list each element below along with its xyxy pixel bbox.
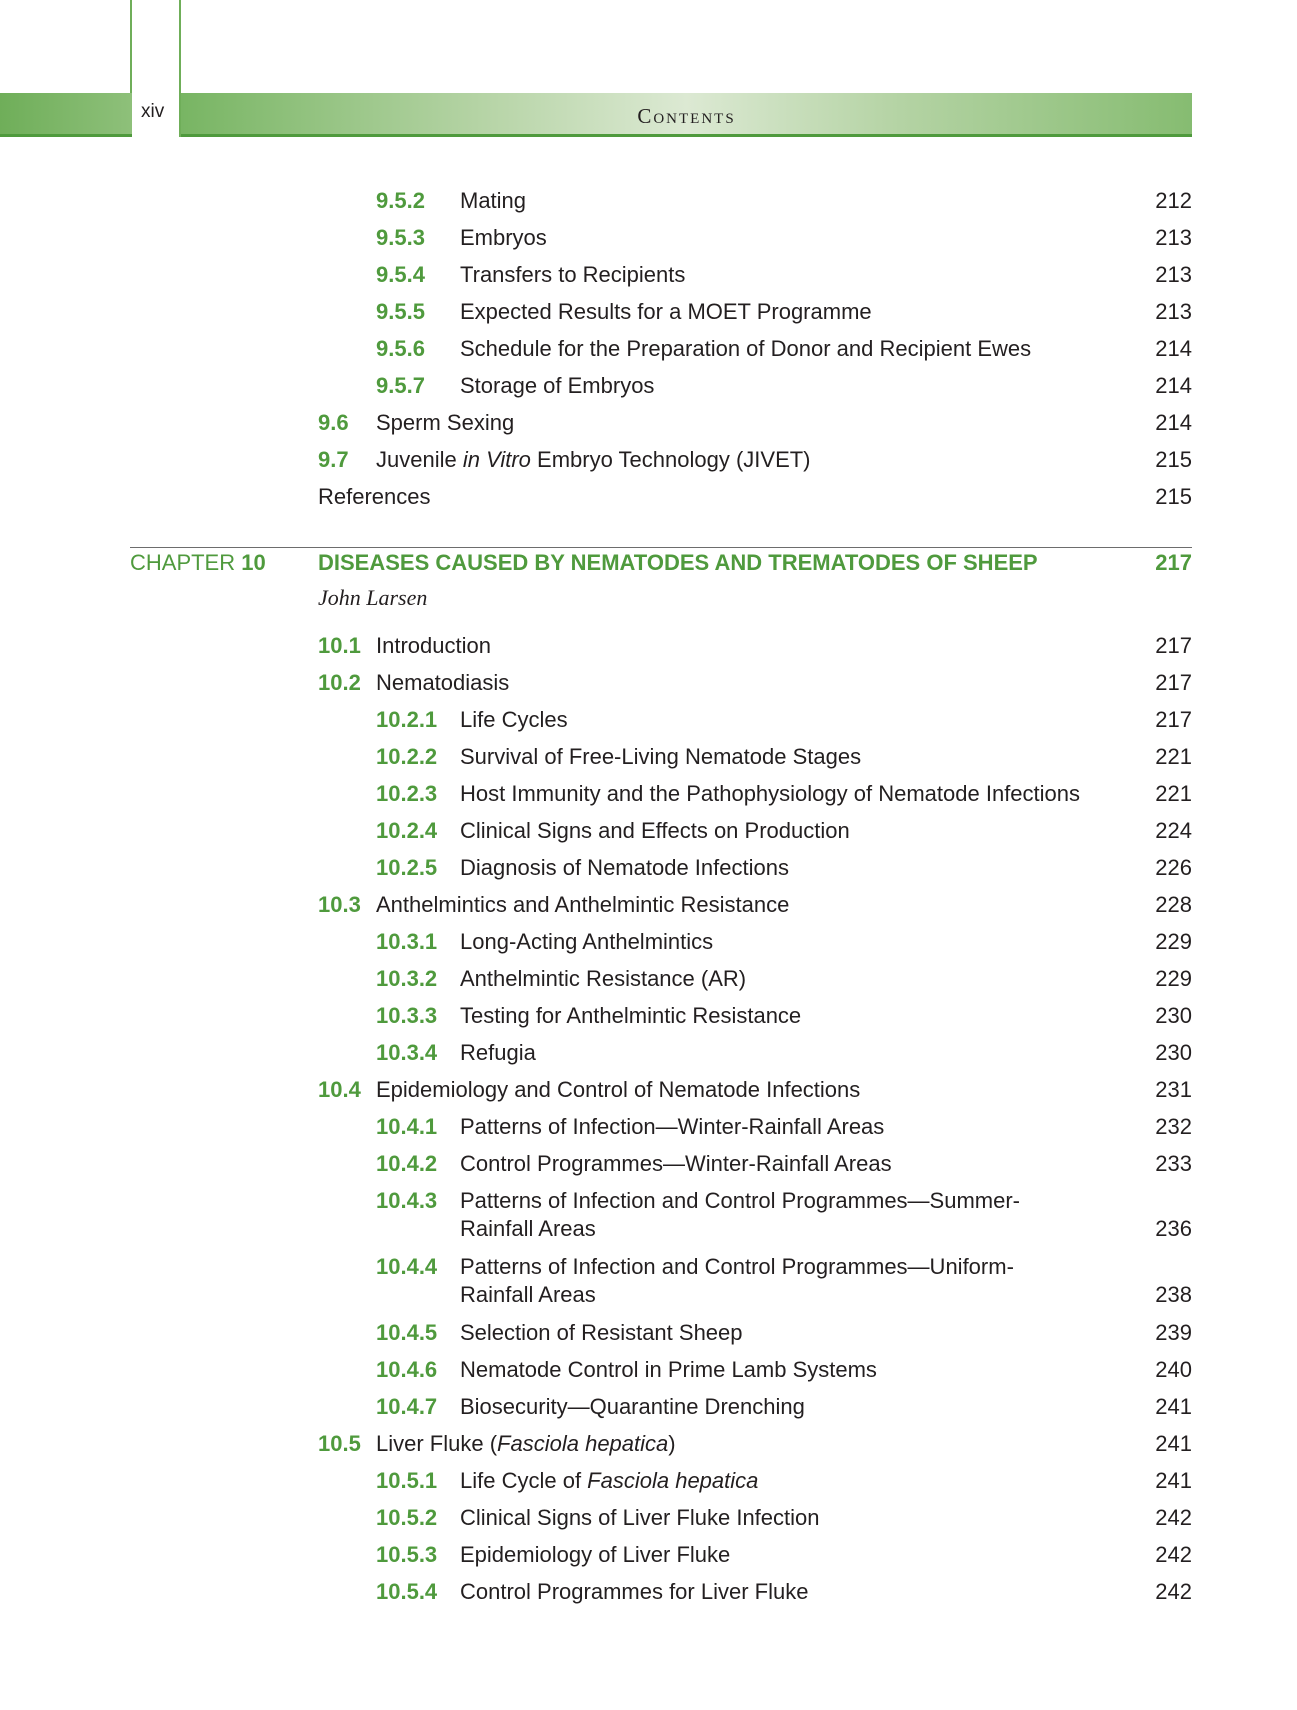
toc-entry-10-4-4	[376, 1253, 1192, 1309]
toc-entry-10-5-2	[376, 1504, 1192, 1532]
entry-page: 241	[1155, 1394, 1192, 1419]
entry-page: 213	[1155, 225, 1192, 250]
toc-entry-9-6	[318, 409, 1192, 437]
entry-number: 10.4.3	[376, 1188, 438, 1213]
entry-title: Control Programmes for Liver Fluke	[460, 1579, 809, 1604]
entry-number: 10.4.2	[376, 1151, 438, 1176]
chapter-page: 217	[1155, 550, 1192, 575]
entry-title: Liver Fluke (Fasciola hepatica)	[376, 1431, 676, 1456]
toc-entry-10-2	[318, 669, 1192, 697]
toc-entry-10-2-3	[376, 780, 1192, 808]
entry-page: 230	[1155, 1003, 1192, 1028]
entry-page: 231	[1155, 1077, 1192, 1102]
entry-page: 241	[1155, 1468, 1192, 1493]
entry-number: 10.4.5	[376, 1320, 438, 1345]
entry-page: 221	[1155, 744, 1192, 769]
entry-number: 10.4.4	[376, 1254, 438, 1279]
entry-number: 10.2.3	[376, 781, 438, 806]
entry-title: Sperm Sexing	[376, 410, 515, 435]
entry-title: Patterns of Infection and Control Programmes—Uniform- Rainfall Areas	[460, 1254, 1014, 1307]
entry-number: 9.7	[318, 447, 349, 472]
entry-title: Nematodiasis	[376, 670, 510, 695]
entry-page: 217	[1155, 633, 1192, 658]
entry-number: 10.2	[318, 670, 361, 695]
toc-entry-10-4-7	[376, 1393, 1192, 1421]
entry-number: 10.2.4	[376, 818, 438, 843]
entry-number: 10.3	[318, 892, 361, 917]
entry-number: 9.5.3	[376, 225, 425, 250]
entry-number: 10.5.1	[376, 1468, 438, 1493]
toc-entry-9-5-5	[376, 298, 1192, 326]
entry-number: 9.5.7	[376, 373, 425, 398]
toc-entry-10-5	[318, 1430, 1192, 1458]
toc-entry-10-3-3	[376, 1002, 1192, 1030]
entry-title: Mating	[460, 188, 527, 213]
entry-title: Clinical Signs and Effects on Production	[460, 818, 850, 843]
entry-number: 10.4	[318, 1077, 361, 1102]
entry-title: Anthelmintics and Anthelmintic Resistance	[376, 892, 790, 917]
entry-title: Selection of Resistant Sheep	[460, 1320, 743, 1345]
entry-title: Patterns of Infection—Winter-Rainfall Areas	[460, 1114, 885, 1139]
entry-page: 215	[1155, 447, 1192, 472]
entry-title: Nematode Control in Prime Lamb Systems	[460, 1357, 877, 1382]
entry-number: 10.5.4	[376, 1579, 438, 1604]
entry-title: Biosecurity—Quarantine Drenching	[460, 1394, 805, 1419]
toc-entry-10-2-4	[376, 817, 1192, 845]
entry-title: Schedule for the Preparation of Donor and Recipient Ewes	[460, 336, 1032, 361]
entry-page: 213	[1155, 299, 1192, 324]
entry-number: 10.5.3	[376, 1542, 438, 1567]
entry-page: 213	[1155, 262, 1192, 287]
entry-page: 241	[1155, 1431, 1192, 1456]
entry-number: 9.6	[318, 410, 349, 435]
entry-title: Epidemiology of Liver Fluke	[460, 1542, 731, 1567]
toc-entry-9-5-3	[376, 224, 1192, 252]
entry-number: 10.2.2	[376, 744, 438, 769]
entry-title: Transfers to Recipients	[460, 262, 686, 287]
entry-title: Storage of Embryos	[460, 373, 655, 398]
entry-number: 10.1	[318, 633, 361, 658]
entry-page: 224	[1155, 818, 1192, 843]
toc-entry-10-3-1	[376, 928, 1192, 956]
entry-page: 232	[1155, 1114, 1192, 1139]
entry-number: 10.2.5	[376, 855, 438, 880]
entry-number: 10.3.1	[376, 929, 438, 954]
entry-number: 10.3.3	[376, 1003, 438, 1028]
entry-page: 242	[1155, 1505, 1192, 1530]
chapter-label: CHAPTER 10	[130, 550, 266, 575]
toc-entry-10-5-3	[376, 1541, 1192, 1569]
toc-entry-10-4-1	[376, 1113, 1192, 1141]
entry-number: 10.3.4	[376, 1040, 438, 1065]
entry-title: Diagnosis of Nematode Infections	[460, 855, 789, 880]
entry-number: 10.4.7	[376, 1394, 438, 1419]
entry-title: Life Cycles	[460, 707, 568, 732]
toc-entry-10-1	[318, 632, 1192, 660]
toc-entry-10-5-1	[376, 1467, 1192, 1495]
entry-title: Patterns of Infection and Control Programmes—Summer- Rainfall Areas	[460, 1188, 1021, 1241]
entry-page: 238	[1155, 1282, 1192, 1307]
chapter-number: 10	[241, 550, 266, 575]
entry-page: 240	[1155, 1357, 1192, 1382]
chapter-author: John Larsen	[318, 585, 428, 610]
entry-page: 221	[1155, 781, 1192, 806]
toc-entry-10-4-5	[376, 1319, 1192, 1347]
entry-page: 214	[1155, 373, 1192, 398]
toc-entry-9-5-2	[376, 187, 1192, 215]
entry-page: 242	[1155, 1542, 1192, 1567]
entry-number: 10.4.1	[376, 1114, 438, 1139]
entry-title: References	[318, 484, 431, 509]
toc-entry-references	[318, 483, 1192, 511]
toc-entry-10-2-2	[376, 743, 1192, 771]
entry-page: 217	[1155, 670, 1192, 695]
chapter-title: DISEASES CAUSED BY NEMATODES AND TREMATODES OF SHEEP	[318, 550, 1038, 575]
entry-number: 9.5.4	[376, 262, 425, 287]
entry-page: 214	[1155, 336, 1192, 361]
entry-title: Testing for Anthelmintic Resistance	[460, 1003, 802, 1028]
entry-title: Survival of Free-Living Nematode Stages	[460, 744, 862, 769]
toc-entry-9-5-7	[376, 372, 1192, 400]
entry-number: 10.5	[318, 1431, 361, 1456]
entry-title: Control Programmes—Winter-Rainfall Areas	[460, 1151, 892, 1176]
toc-entry-10-4	[318, 1076, 1192, 1104]
toc-entry-10-4-2	[376, 1150, 1192, 1178]
entry-title: Epidemiology and Control of Nematode Infections	[376, 1077, 861, 1102]
entry-title: Clinical Signs of Liver Fluke Infection	[460, 1505, 820, 1530]
toc-entry-9-7	[318, 446, 1192, 474]
toc-entry-10-4-6	[376, 1356, 1192, 1384]
toc-entry-10-3	[318, 891, 1192, 919]
entry-title: Long-Acting Anthelmintics	[460, 929, 714, 954]
entry-page: 228	[1155, 892, 1192, 917]
running-head: Contents	[637, 104, 736, 128]
entry-number: 10.2.1	[376, 707, 438, 732]
entry-title: Juvenile in Vitro Embryo Technology (JIVET)	[376, 447, 811, 472]
entry-page: 230	[1155, 1040, 1192, 1065]
entry-number: 9.5.2	[376, 188, 425, 213]
header-band-left	[0, 93, 132, 137]
toc-entry-10-2-1	[376, 706, 1192, 734]
entry-page: 239	[1155, 1320, 1192, 1345]
entry-number: 9.5.5	[376, 299, 425, 324]
entry-page: 212	[1155, 188, 1192, 213]
entry-title: Refugia	[460, 1040, 536, 1065]
entry-page: 233	[1155, 1151, 1192, 1176]
entry-page: 214	[1155, 410, 1192, 435]
toc-entry-10-4-3	[376, 1187, 1192, 1243]
entry-page: 229	[1155, 966, 1192, 991]
toc-entry-9-5-6	[376, 335, 1192, 363]
entry-title: Embryos	[460, 225, 547, 250]
toc-entry-10-5-4	[376, 1578, 1192, 1606]
entry-page: 242	[1155, 1579, 1192, 1604]
chapter-divider	[130, 547, 1192, 548]
entry-number: 10.3.2	[376, 966, 438, 991]
entry-number: 10.4.6	[376, 1357, 438, 1382]
entry-page: 226	[1155, 855, 1192, 880]
entry-title: Life Cycle of Fasciola hepatica	[460, 1468, 759, 1493]
entry-page: 236	[1155, 1216, 1192, 1241]
toc-entry-10-2-5	[376, 854, 1192, 882]
entry-page: 215	[1155, 484, 1192, 509]
entry-page: 217	[1155, 707, 1192, 732]
toc-entry-10-3-4	[376, 1039, 1192, 1067]
toc-entry-10-3-2	[376, 965, 1192, 993]
entry-number: 9.5.6	[376, 336, 425, 361]
entry-title: Expected Results for a MOET Programme	[460, 299, 872, 324]
entry-title: Host Immunity and the Pathophysiology of Nematode Infections	[460, 781, 1081, 806]
entry-number: 10.5.2	[376, 1505, 438, 1530]
toc-entry-9-5-4	[376, 261, 1192, 289]
entry-title: Anthelmintic Resistance (AR)	[460, 966, 747, 991]
entry-title: Introduction	[376, 633, 491, 658]
entry-page: 229	[1155, 929, 1192, 954]
page-number: xiv	[141, 101, 165, 122]
